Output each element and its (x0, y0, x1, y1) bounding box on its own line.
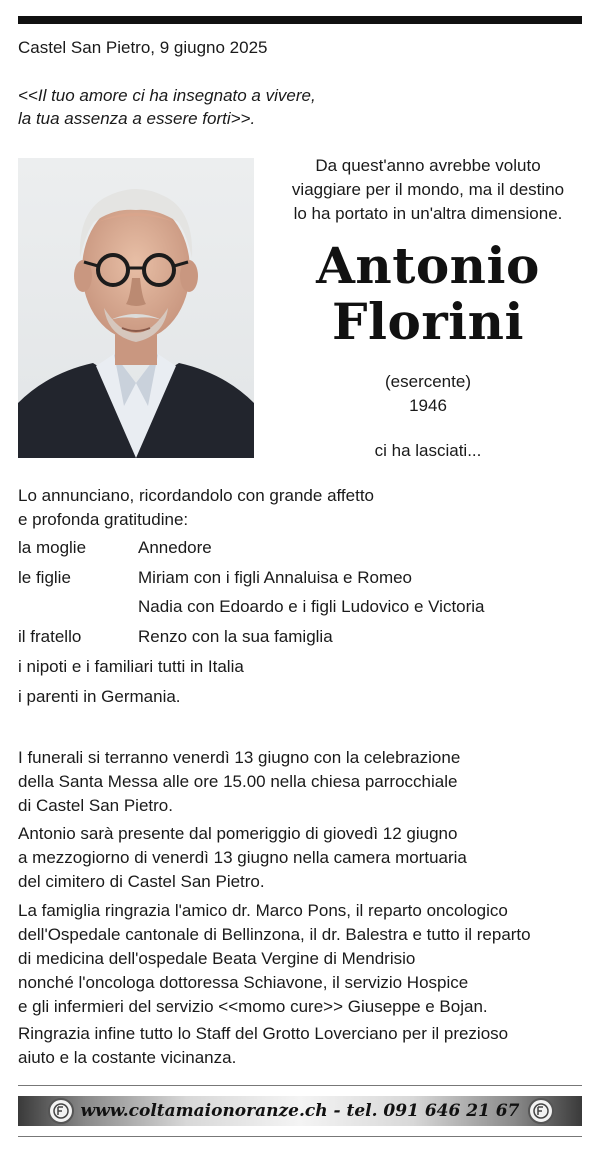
announcement (18, 484, 578, 532)
passing-text: ci ha lasciati... (374, 441, 482, 460)
funeral-paragraph (18, 746, 582, 818)
paragraph-line: della Santa Messa alle ore 15.00 nella chiesa parrocchiale (18, 772, 458, 791)
announcement-line: e profonda gratitudine: (18, 510, 189, 529)
contact-info: www.coltamaionoranze.ch - tel. 091 646 21 67 (80, 1101, 520, 1121)
paragraph-line: La famiglia ringrazia l'amico dr. Marco Pons, il reparto oncologico (18, 901, 508, 920)
paragraph-line: di medicina dell'ospedale Beata Vergine di Mendrisio (18, 949, 416, 968)
family-names: Nadia con Edoardo e i figli Ludovico e Victoria (138, 597, 485, 616)
paragraph-line: dell'Ospedale cantonale di Bellinzona, il dr. Balestra e tutto il reparto (18, 925, 531, 944)
intro-line: lo ha portato in un'altra dimensione. (293, 204, 563, 223)
family-names: Renzo con la sua famiglia (138, 627, 333, 646)
paragraph-line: Antonio sarà presente dal pomeriggio di giovedì 12 giugno (18, 824, 458, 843)
portrait-photo (18, 158, 254, 458)
epitaph-quote (18, 84, 316, 130)
last-name: Florini (331, 292, 525, 351)
intro-line: viaggiare per il mondo, ma il destino (291, 180, 565, 199)
footer-banner (18, 1096, 582, 1126)
family-relation: il fratello (18, 627, 82, 646)
family-relation: i nipoti e i familiari tutti in Italia (18, 657, 244, 676)
paragraph-line: I funerali si terranno venerdì 13 giugno con la celebrazione (18, 748, 461, 767)
paragraph-line: aiuto e la costante vicinanza. (18, 1048, 237, 1067)
thanks-paragraph (18, 899, 582, 1019)
paragraph-line: e gli infermieri del servizio <<momo cure>> Giuseppe e Bojan. (18, 997, 488, 1016)
final-thanks-paragraph (18, 1022, 582, 1070)
top-rule (18, 16, 582, 24)
paragraph-line: del cimitero di Castel San Pietro. (18, 872, 265, 891)
first-name: Antonio (316, 236, 540, 295)
quote-line: <<Il tuo amore ci ha insegnato a vivere, (18, 86, 316, 105)
paragraph-line: di Castel San Pietro. (18, 796, 173, 815)
family-relation: i parenti in Germania. (18, 687, 181, 706)
family-relation: le figlie (18, 568, 71, 587)
deceased-name (270, 238, 586, 350)
intro-text (270, 154, 586, 226)
quote-line: la tua assenza a essere forti>>. (18, 109, 256, 128)
profession: (esercente) (385, 372, 471, 391)
footer-divider-top (18, 1085, 582, 1086)
dateline: Castel San Pietro, 9 giugno 2025 (18, 38, 268, 57)
deceased-details (270, 370, 586, 418)
paragraph-line: nonché l'oncologa dottoressa Schiavone, il servizio Hospice (18, 973, 469, 992)
viewing-paragraph (18, 822, 582, 894)
family-names: Miriam con i figli Annaluisa e Romeo (138, 568, 413, 587)
funeral-home-logo (528, 1098, 554, 1124)
family-names: Annedore (138, 538, 212, 557)
birth-year: 1946 (409, 396, 447, 415)
family-relation: la moglie (18, 538, 87, 557)
intro-line: Da quest'anno avrebbe voluto (315, 156, 541, 175)
footer-divider-bottom (18, 1136, 582, 1137)
announcement-line: Lo annunciano, ricordandolo con grande affetto (18, 486, 375, 505)
paragraph-line: Ringrazia infine tutto lo Staff del Grotto Loverciano per il prezioso (18, 1024, 509, 1043)
paragraph-line: a mezzogiorno di venerdì 13 giugno nella camera mortuaria (18, 848, 467, 867)
